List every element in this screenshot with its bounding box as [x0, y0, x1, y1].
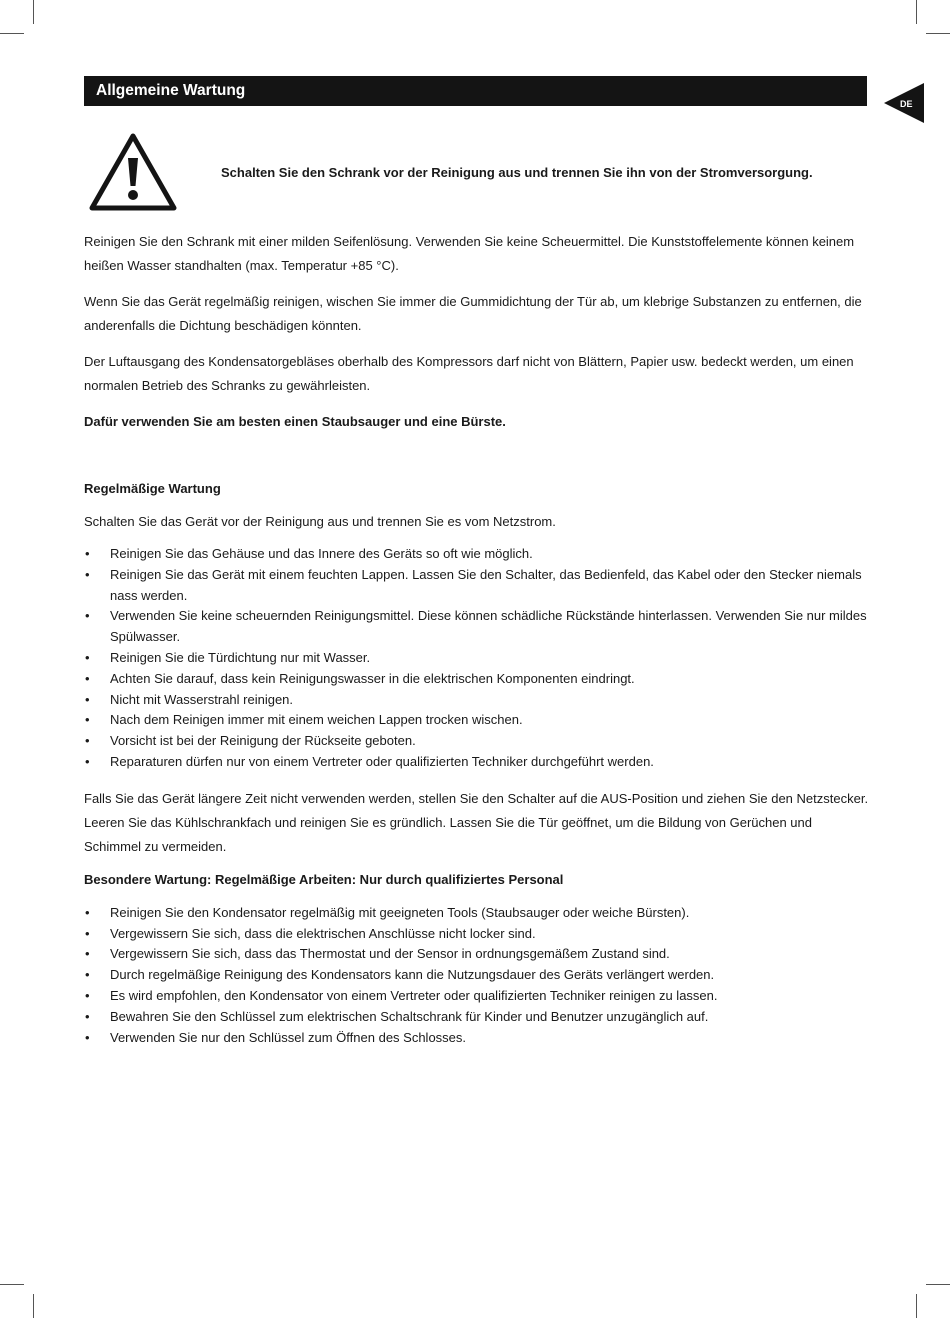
main-content [84, 230, 869, 1048]
list-item: • Nach dem Reinigen immer mit einem weichen Lappen trocken wischen. [84, 710, 869, 731]
bullet-icon: • [85, 904, 90, 920]
list-item: • Reparaturen dürfen nur von einem Vertreter oder qualifizierten Techniker durchgeführt werden. [84, 752, 869, 773]
list-item: • Durch regelmäßige Reinigung des Kondensators kann die Nutzungsdauer des Geräts verlängert werden. [84, 965, 869, 986]
list-item: • Vorsicht ist bei der Reinigung der Rückseite geboten. [84, 731, 869, 752]
list-item: • Reinigen Sie das Gehäuse und das Innere des Geräts so oft wie möglich. [84, 544, 869, 565]
crop-mark [33, 0, 34, 24]
list-item: • Vergewissern Sie sich, dass das Thermostat und der Sensor in ordnungsgemäßem Zustand sind. [84, 944, 869, 965]
crop-mark [926, 1284, 950, 1285]
language-tab-label: DE [900, 99, 913, 109]
list-item: • Verwenden Sie nur den Schlüssel zum Öffnen des Schlosses. [84, 1028, 869, 1049]
list-item: • Bewahren Sie den Schlüssel zum elektrischen Schaltschrank für Kinder und Benutzer unzugänglich auf. [84, 1007, 869, 1028]
list-item: • Reinigen Sie das Gerät mit einem feuchten Lappen. Lassen Sie den Schalter, das Bedienfeld, das Kabel oder den Stecker niemals nass werden. [85, 566, 862, 603]
intro-paragraph: Der Luftausgang des Kondensatorgebläses oberhalb des Kompressors darf nicht von Blättern, Papier usw. bedeckt werden, um einen normalen Betrieb des Schranks zu gewährleisten. [84, 354, 854, 393]
bullet-icon: • [85, 753, 90, 769]
regular-maintenance-list [84, 544, 869, 773]
regular-maintenance-heading: Regelmäßige Wartung [84, 481, 221, 496]
intro-paragraph: Reinigen Sie den Schrank mit einer milden Seifenlösung. Verwenden Sie keine Scheuermittel. Die Kunststoffelemente können keinem heißen Wasser standhalten (max. Temperatur +85 °C). [84, 234, 855, 273]
bullet-icon: • [85, 1008, 90, 1024]
list-item: • Nicht mit Wasserstrahl reinigen. [84, 690, 869, 711]
intro-paragraph: Wenn Sie das Gerät regelmäßig reinigen, wischen Sie immer die Gummidichtung der Tür ab, um klebrige Substanzen zu entfernen, die anderenfalls die Dichtung beschädigen könnten. [84, 294, 862, 333]
crop-mark [33, 1294, 34, 1318]
crop-mark [0, 33, 24, 34]
bullet-icon: • [85, 733, 90, 749]
special-maintenance-heading: Besondere Wartung: Regelmäßige Arbeiten: Nur durch qualifiziertes Personal [84, 871, 564, 887]
regular-maintenance-lead: Schalten Sie das Gerät vor der Reinigung aus und trennen Sie es vom Netzstrom. [84, 514, 556, 529]
bullet-icon: • [85, 946, 90, 962]
list-item: • Reinigen Sie die Türdichtung nur mit Wasser. [84, 648, 869, 669]
bullet-icon: • [85, 987, 90, 1003]
bullet-icon: • [85, 546, 90, 561]
crop-mark [0, 1284, 24, 1285]
special-maintenance-list [84, 903, 869, 1049]
bullet-icon: • [85, 967, 90, 983]
crop-mark [916, 0, 917, 24]
list-item: • Reinigen Sie den Kondensator regelmäßig mit geeigneten Tools (Staubsauger oder weiche Bürsten). [84, 903, 869, 924]
bullet-icon: • [85, 712, 90, 728]
warning-triangle-icon [88, 132, 178, 212]
language-tab [884, 83, 924, 123]
list-item: • Es wird empfohlen, den Kondensator von einem Vertreter oder qualifizierten Techniker reinigen zu lassen. [84, 986, 869, 1007]
list-item: • Vergewissern Sie sich, dass die elektrischen Anschlüsse nicht locker sind. [84, 924, 869, 945]
bullet-icon: • [85, 566, 90, 582]
bullet-icon: • [85, 670, 90, 686]
section-title: Allgemeine Wartung [96, 82, 246, 99]
warning-text: Schalten Sie den Schrank vor der Reinigung aus und trennen Sie ihn von der Stromversorgung. [221, 165, 813, 180]
storage-paragraph: Falls Sie das Gerät längere Zeit nicht verwenden werden, stellen Sie den Schalter auf die AUS-Position und ziehen Sie den Netzstecker. Leeren Sie das Kühlschrankfach und reinigen Sie es gründlich. Lassen Sie die Tür geöffnet, um die Bildung von Gerüchen und Schimmel zu vermeiden. [84, 790, 869, 854]
bullet-icon: • [85, 691, 90, 707]
bullet-icon: • [85, 925, 90, 941]
list-item: • Achten Sie darauf, dass kein Reinigungswasser in die elektrischen Komponenten eindringt. [84, 669, 869, 690]
crop-mark [916, 1294, 917, 1318]
list-item: • Verwenden Sie keine scheuernden Reinigungsmittel. Diese können schädliche Rückstände hinterlassen. Verwenden Sie nur mildes Spülwasser. [85, 608, 867, 645]
intro-bold-note: Dafür verwenden Sie am besten einen Staubsauger und eine Bürste. [84, 414, 506, 429]
bullet-icon: • [85, 649, 90, 665]
bullet-icon: • [85, 608, 90, 624]
section-title-bar [84, 76, 867, 106]
crop-mark [926, 33, 950, 34]
bullet-icon: • [85, 1029, 90, 1045]
